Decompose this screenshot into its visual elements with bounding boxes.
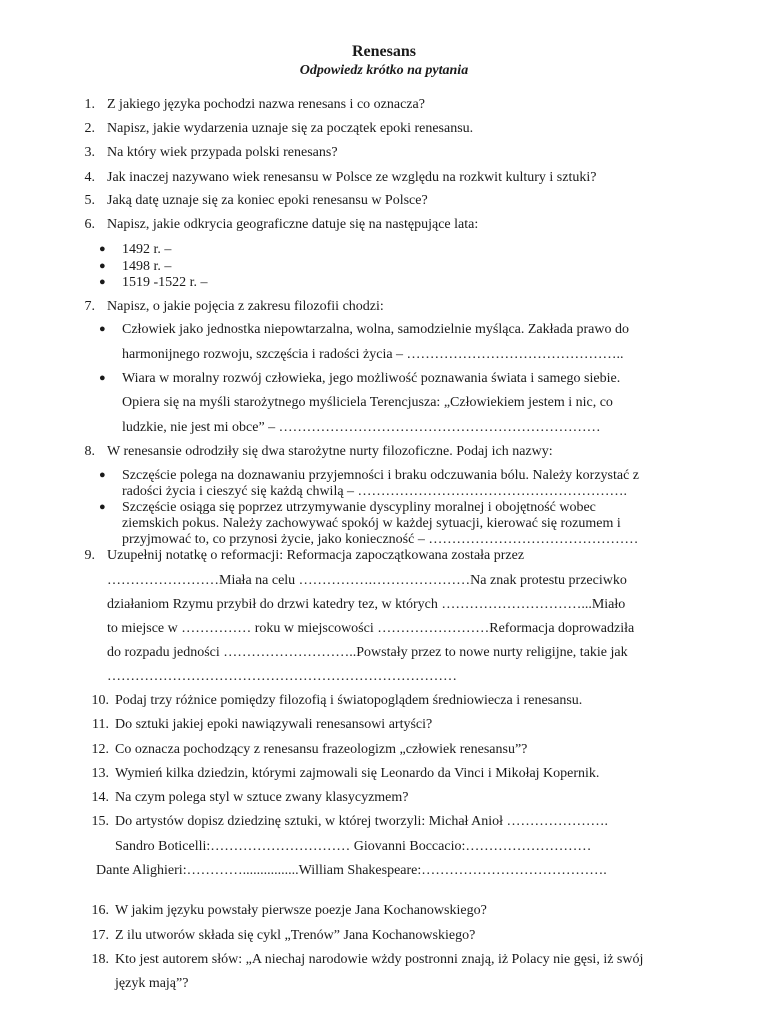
question-text: Do sztuki jakiej epoki nawiązywali renesansowi artyści? [115, 717, 433, 732]
question-text: Z jakiego języka pochodzi nazwa renesans i co oznacza? [107, 97, 425, 112]
fill-in-line: działaniom Rzymu przybił do drzwi katedry tez, w których …………………………...Miało [107, 597, 626, 612]
question-text: Co oznacza pochodzący z renesansu frazeologizm „człowiek renesansu”? [115, 742, 528, 757]
list-item-line: Szczęście osiąga się poprzez utrzymywanie dyscypliny moralnej i obojętność wobec [122, 500, 596, 515]
list-item: 1492 r. – [122, 242, 172, 257]
list-item: 1498 r. – [122, 259, 172, 274]
bullet-icon: ● [99, 243, 106, 255]
question-text: W renesansie odrodziły się dwa starożytne nurty filozoficzne. Podaj ich nazwy: [107, 444, 553, 459]
list-item-line: harmonijnego rozwoju, szczęścia i radości życia – ……………………………………….. [122, 347, 624, 362]
fill-in-line: ……………………Miała na celu …………….…………………Na znak protestu przeciwko [107, 573, 627, 588]
question-number: 4. [84, 170, 95, 185]
fill-in-line: Dante Alighieri:…………................William Shakespeare:…………………………………. [96, 863, 607, 878]
question-text: Z ilu utworów składa się cykl „Trenów” Jana Kochanowskiego? [115, 928, 476, 943]
question-text: Uzupełnij notatkę o reformacji: Reformacja zapoczątkowana została przez [107, 548, 525, 563]
question-number: 14. [91, 790, 109, 805]
question-text: Do artystów dopisz dziedzinę sztuki, w której tworzyli: Michał Anioł …………………. [115, 814, 609, 829]
list-item-line: Człowiek jako jednostka niepowtarzalna, wolna, samodzielnie myśląca. Zakłada prawo do [122, 322, 629, 337]
question-text: Napisz, jakie odkrycia geograficzne datuje się na następujące lata: [107, 217, 479, 232]
question-text: Podaj trzy różnice pomiędzy filozofią i światopoglądem średniowiecza i renesansu. [115, 693, 583, 708]
question-number: 8. [84, 444, 95, 459]
question-text: Wymień kilka dziedzin, którymi zajmowali się Leonardo da Vinci i Mikołaj Kopernik. [115, 766, 600, 781]
fill-in-line: do rozpadu jedności ………………………..Powstały przez to nowe nurty religijne, takie jak [107, 645, 628, 660]
question-text-continued: język mają”? [115, 976, 189, 991]
question-number: 17. [91, 928, 109, 943]
question-number: 11. [92, 717, 109, 732]
list-item-line: Szczęście polega na doznawaniu przyjemności i braku odczuwania bólu. Należy korzystać z [122, 468, 640, 483]
question-number: 7. [84, 299, 95, 314]
question-number: 16. [91, 903, 109, 918]
question-text: Na który wiek przypada polski renesans? [107, 145, 338, 160]
question-number: 18. [91, 952, 109, 967]
question-text: Na czym polega styl w sztuce zwany klasycyzmem? [115, 790, 409, 805]
question-number: 6. [84, 217, 95, 232]
fill-in-line: ………………………………………………………………… [107, 669, 457, 684]
bullet-icon: ● [99, 501, 106, 513]
question-number: 13. [91, 766, 109, 781]
list-item: 1519 -1522 r. – [122, 275, 208, 290]
question-text: Napisz, jakie wydarzenia uznaje się za początek epoki renesansu. [107, 121, 474, 136]
page-subtitle: Odpowiedz krótko na pytania [299, 63, 469, 78]
bullet-icon: ● [99, 323, 106, 335]
question-number: 5. [84, 193, 95, 208]
question-text: Napisz, o jakie pojęcia z zakresu filozofii chodzi: [107, 299, 384, 314]
bullet-icon: ● [99, 276, 106, 288]
fill-in-line: to miejsce w …………… roku w miejscowości ……………………Reformacja doprowadziła [107, 621, 635, 636]
question-text: W jakim języku powstały pierwsze poezje Jana Kochanowskiego? [115, 903, 487, 918]
list-item-line: radości życia i cieszyć się każdą chwilą – …………………………………………………. [122, 484, 628, 499]
fill-in-line: Sandro Boticelli:………………………… Giovanni Boccacio:……………………… [115, 839, 592, 854]
question-number: 12. [91, 742, 109, 757]
page-title: Renesans [351, 43, 416, 60]
question-text: Jaką datę uznaje się za koniec epoki renesansu w Polsce? [107, 193, 428, 208]
question-number: 15. [91, 814, 109, 829]
list-item-line: ziemskich pokus. Należy zachowywać spokój w każdej sytuacji, kierować się rozumem i [122, 516, 621, 531]
question-text: Kto jest autorem słów: „A niechaj narodowie wżdy postronni znają, iż Polacy nie gęsi, iż swój [115, 952, 644, 967]
bullet-icon: ● [99, 260, 106, 272]
bullet-icon: ● [99, 469, 106, 481]
question-text: Jak inaczej nazywano wiek renesansu w Polsce ze względu na rozkwit kultury i sztuki? [107, 170, 597, 185]
bullet-icon: ● [99, 372, 106, 384]
list-item-line: Wiara w moralny rozwój człowieka, jego możliwość poznawania świata i samego siebie. [122, 371, 621, 386]
question-number: 10. [91, 693, 109, 708]
question-number: 3. [84, 145, 95, 160]
question-number: 2. [84, 121, 95, 136]
list-item-line: przyjmować to, co przynosi życie, jako konieczność – ……………………………………… [122, 532, 639, 547]
list-item-line: Opiera się na myśli starożytnego myśliciela Terencjusza: „Człowiekiem jestem i nic, co [122, 395, 613, 410]
question-number: 9. [84, 548, 95, 563]
question-number: 1. [84, 97, 95, 112]
list-item-line: ludzkie, nie jest mi obce” – …………………………………………………………… [122, 420, 601, 435]
